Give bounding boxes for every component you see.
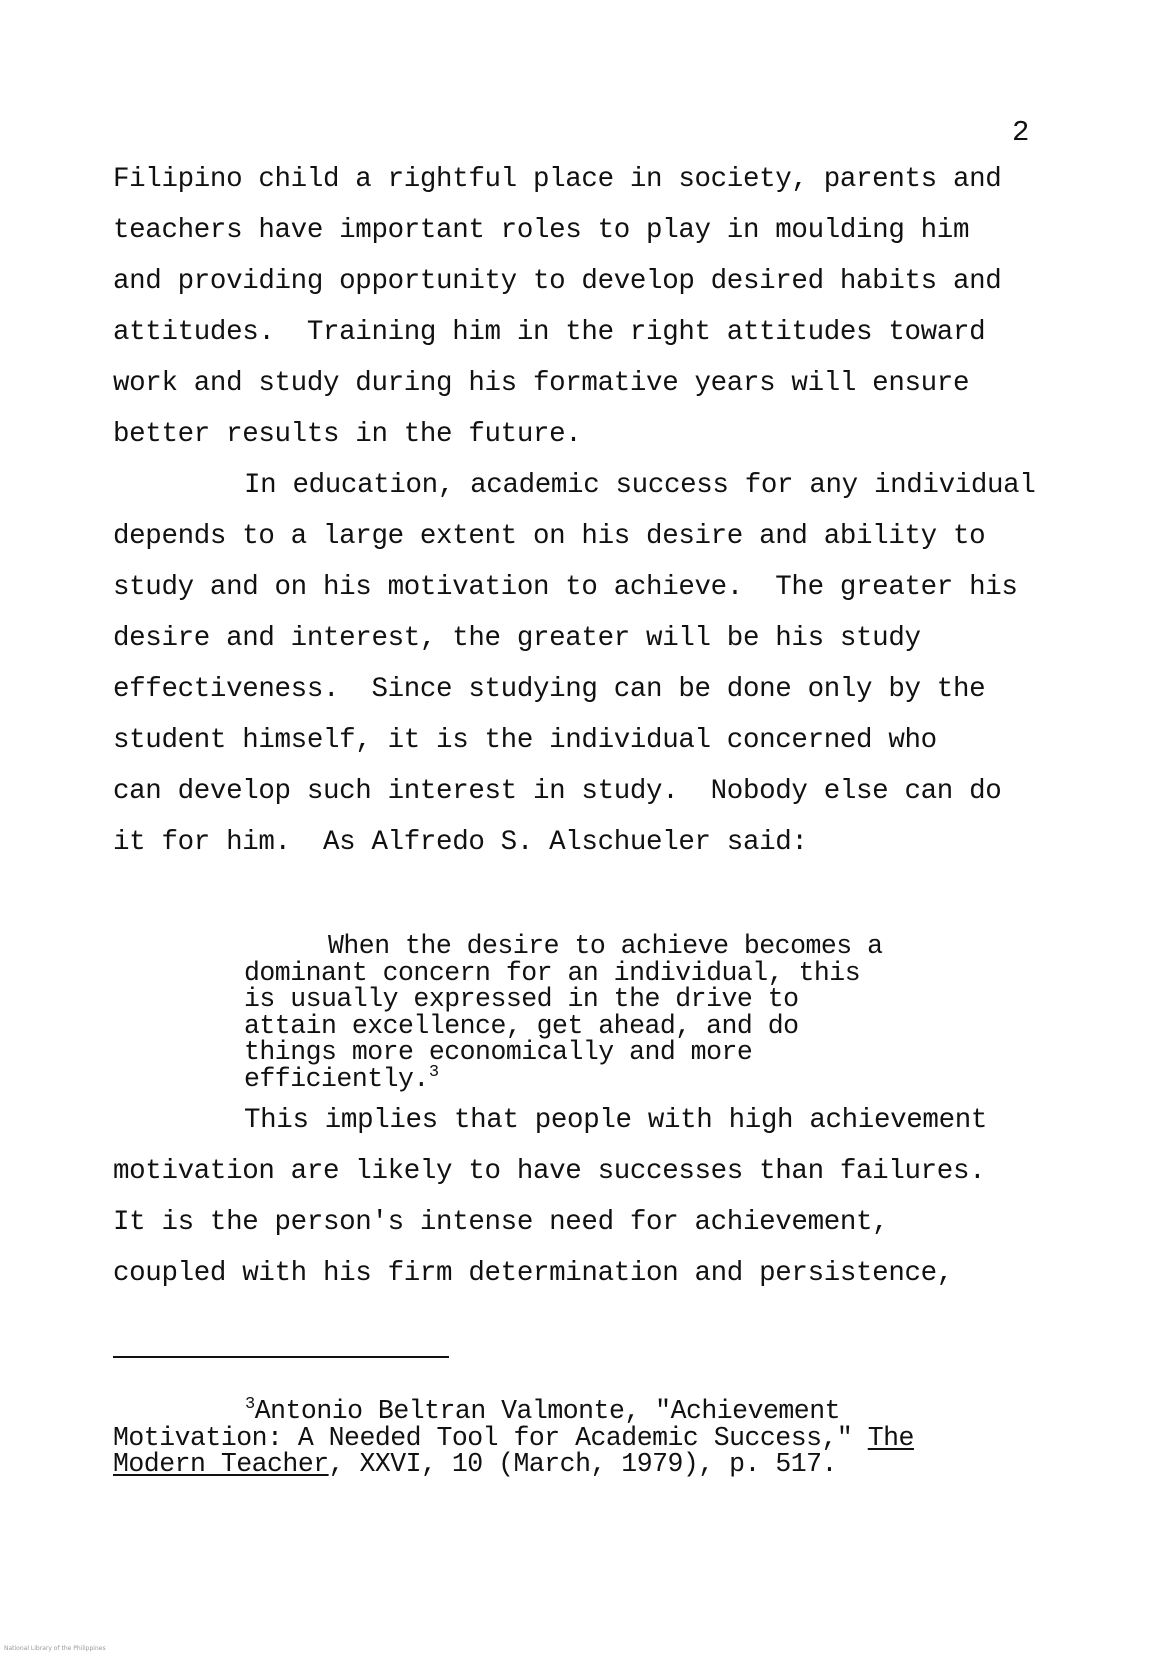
body-line: desire and interest, the greater will be his study bbox=[113, 623, 921, 654]
body-line: study and on his motivation to achieve. The greater his bbox=[113, 572, 1018, 603]
quote-line: attain excellence, get ahead, and do bbox=[244, 1010, 799, 1041]
footnote-line bbox=[113, 1422, 914, 1453]
footnote-reference: 3 bbox=[428, 1062, 439, 1082]
page-number: 2 bbox=[1012, 116, 1030, 149]
quote-line: things more economically and more bbox=[244, 1037, 753, 1067]
archive-watermark: National Library of the Philippines bbox=[4, 1645, 106, 1652]
body-line: depends to a large extent on his desire and ability to bbox=[113, 521, 986, 552]
body-line: teachers have important roles to play in moulding him bbox=[113, 215, 970, 246]
body-line: can develop such interest in study. Nobody else can do bbox=[113, 776, 1002, 807]
body-line: This implies that people with high achievement bbox=[244, 1105, 988, 1136]
footnote-title: The bbox=[867, 1422, 914, 1453]
footnote-text: Antonio Beltran Valmonte, "Achievement bbox=[254, 1396, 841, 1426]
footnote-title: Modern Teacher bbox=[113, 1449, 329, 1479]
quote-line: is usually expressed in the drive to bbox=[244, 984, 799, 1014]
body-line: work and study during his formative years will ensure bbox=[113, 368, 970, 399]
body-line: it for him. As Alfredo S. Alschueler said: bbox=[113, 827, 808, 858]
body-line: attitudes. Training him in the right attitudes toward bbox=[113, 317, 986, 348]
body-line: motivation are likely to have successes than failures. bbox=[113, 1156, 986, 1187]
body-line: In education, academic success for any individual bbox=[244, 470, 1036, 501]
quote-last-line bbox=[244, 1062, 883, 1094]
footnote-text: Motivation: A Needed Tool for Academic Success," bbox=[113, 1422, 868, 1453]
quote-line: dominant concern for an individual, this bbox=[244, 957, 861, 988]
body-line: coupled with his firm determination and persistence, bbox=[113, 1258, 953, 1289]
body-line: and providing opportunity to develop desired habits and bbox=[113, 266, 1002, 297]
body-line: better results in the future. bbox=[113, 419, 582, 450]
block-quote bbox=[244, 933, 883, 1092]
body-line: effectiveness. Since studying can be done only by the bbox=[113, 674, 986, 705]
footnote-text: , XXVI, 10 (March, 1979), p. 517. bbox=[328, 1449, 837, 1479]
body-line: It is the person's intense need for achievement, bbox=[113, 1207, 889, 1238]
body-line: Filipino child a rightful place in society, parents and bbox=[113, 164, 1002, 195]
quote-line: When the desire to achieve becomes a bbox=[328, 931, 883, 961]
footnote bbox=[113, 1395, 914, 1479]
footnote-line bbox=[113, 1395, 914, 1426]
footnote-marker: 3 bbox=[245, 1395, 255, 1415]
quote-line: efficiently. bbox=[244, 1063, 429, 1094]
footnote-separator bbox=[113, 1356, 449, 1358]
body-line: student himself, it is the individual concerned who bbox=[113, 725, 937, 756]
footnote-line bbox=[113, 1451, 914, 1478]
